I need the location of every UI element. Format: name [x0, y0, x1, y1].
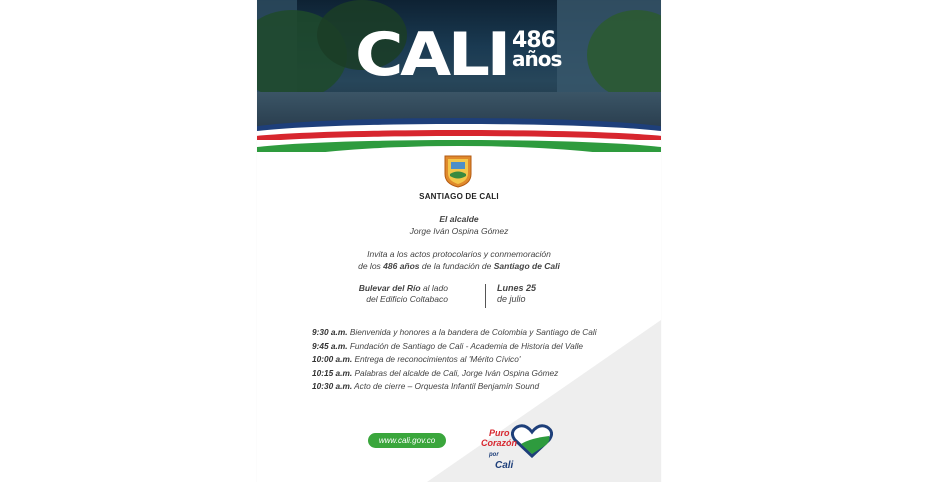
schedule-item	[312, 340, 652, 354]
schedule-item	[312, 367, 652, 381]
schedule-text: Fundación de Santiago de Cali - Academia de Historia del Valle	[349, 340, 584, 351]
schedule-list	[312, 326, 652, 394]
invite-years: 486 años	[383, 261, 420, 271]
slogan-puro: Puro	[489, 428, 510, 438]
invite-line-1: Invita a los actos protocolarios y conmemoración	[367, 249, 551, 259]
host-name: Jorge Iván Ospina Gómez	[409, 226, 509, 236]
flag-stripes	[257, 106, 661, 156]
logo-years-number: 486	[512, 28, 555, 53]
schedule-time: 10:15 a.m.	[312, 367, 353, 378]
schedule-text: Entrega de reconocimientos al 'Mérito Cívico'	[354, 354, 521, 365]
schedule-time: 9:45 a.m.	[312, 340, 348, 351]
invite-mid: de la fundación de	[419, 261, 494, 271]
invitation-card	[257, 0, 661, 482]
invite-prefix: de los	[358, 261, 384, 271]
slogan-cali: Cali	[495, 460, 514, 471]
schedule-time: 10:30 a.m.	[312, 381, 353, 392]
venue-place	[359, 283, 448, 305]
schedule-text: Palabras del alcalde de Cali, Jorge Iván Ospina Gómez	[354, 367, 559, 378]
schedule-text: Acto de cierre – Orquesta Infantil Benjamín Sound	[354, 381, 540, 392]
slogan-por: por	[489, 452, 499, 458]
logo-years	[512, 28, 562, 71]
venue-date	[497, 283, 536, 305]
puro-corazon-logo	[481, 424, 553, 471]
invite-city: Santiago de Cali	[493, 261, 560, 271]
slogan-corazon: Corazón	[481, 438, 517, 448]
city-crest-icon	[443, 154, 473, 188]
logo-cali-text: CALI	[355, 20, 508, 90]
venue-month: de julio	[497, 294, 526, 304]
venue-place-name: Bulevar del Río	[358, 283, 421, 293]
logo-years-word: años	[512, 47, 562, 71]
schedule-item	[312, 326, 652, 340]
schedule-time: 9:30 a.m.	[312, 327, 348, 337]
heart-icon	[511, 424, 553, 458]
schedule-time: 10:00 a.m.	[312, 354, 353, 365]
crest-label: SANTIAGO DE CALI	[419, 192, 499, 201]
venue-place-rest: al lado	[420, 283, 448, 293]
venue-day: Lunes 25	[497, 283, 537, 293]
schedule-item	[312, 380, 652, 394]
venue-place-line2: del Edificio Coltabaco	[366, 294, 448, 304]
schedule-item	[312, 353, 652, 367]
website-link[interactable]: www.cali.gov.co	[368, 433, 446, 448]
host-title: El alcalde	[439, 214, 479, 224]
venue-divider	[485, 284, 486, 308]
slogan-text	[481, 428, 517, 471]
venue-block	[257, 283, 661, 311]
invite-line-2	[257, 261, 661, 271]
cali-486-logo	[355, 22, 561, 92]
schedule-text: Bienvenida y honores a la bandera de Colombia y Santiago de Cali	[349, 327, 597, 337]
